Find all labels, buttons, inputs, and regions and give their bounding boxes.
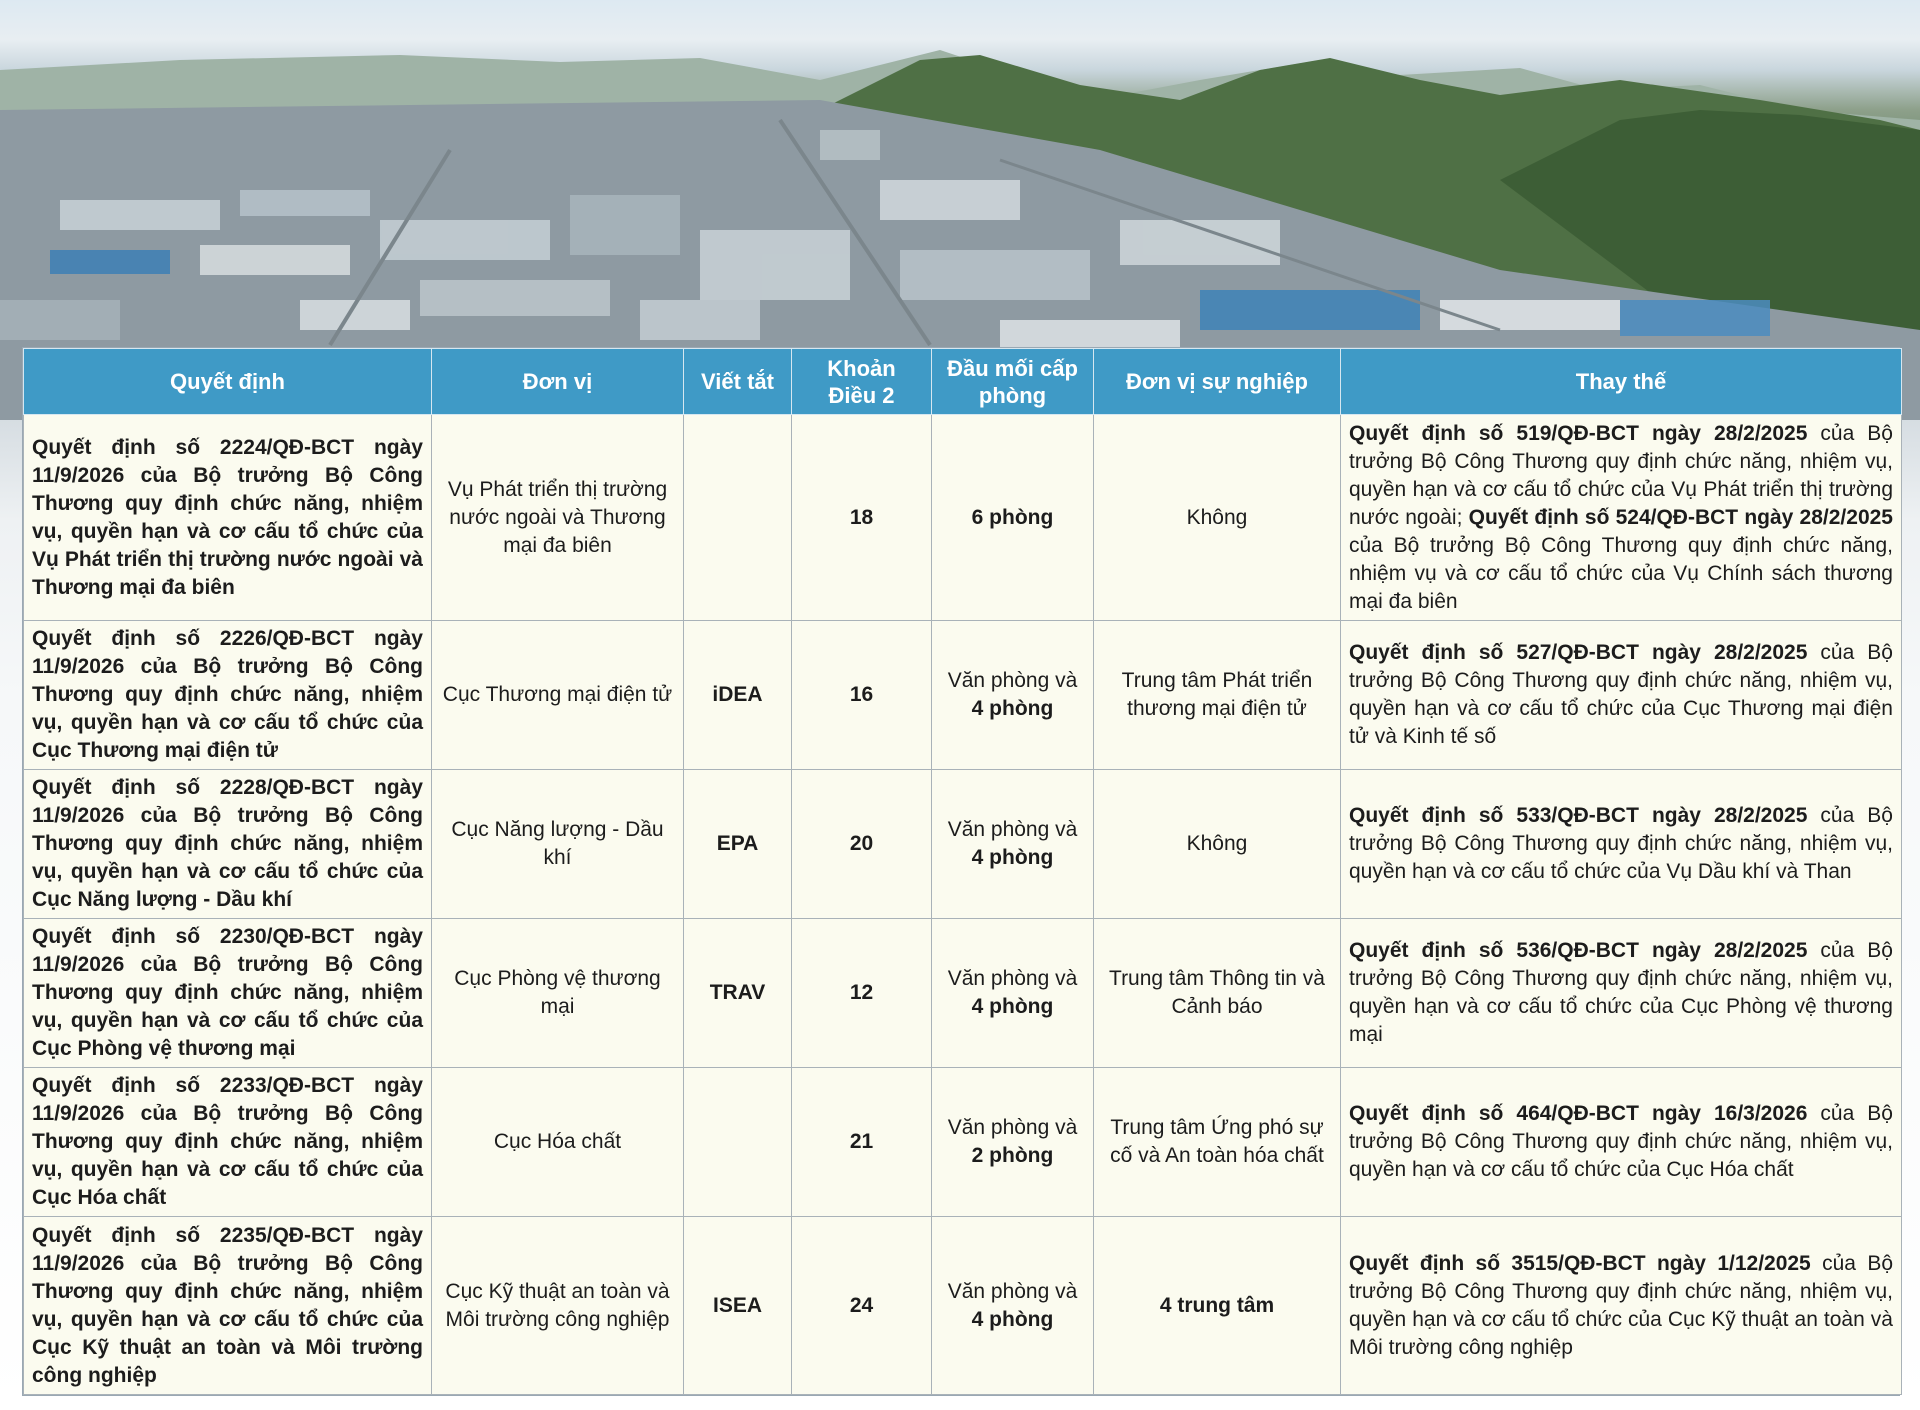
service-unit-cell: Trung tâm Phát triển thương mại điện tử bbox=[1094, 621, 1341, 770]
table-row bbox=[24, 919, 1902, 1068]
header-decision: Quyết định bbox=[24, 349, 432, 415]
unit-cell: Cục Thương mại điện tử bbox=[432, 621, 684, 770]
focal-rooms-count: 4 phòng bbox=[971, 697, 1054, 720]
decisions-table-container bbox=[22, 347, 1900, 1396]
replaced-decision-text: của Bộ trưởng Bộ Công Thương quy định chức năng, nhiệm vụ, quyền hạn và cơ cấu tổ chức của Cục Phòng vệ thương mại bbox=[1349, 939, 1893, 1046]
unit-cell: Cục Năng lượng - Dầu khí bbox=[432, 770, 684, 919]
clause-cell: 24 bbox=[792, 1217, 932, 1395]
table-row bbox=[24, 1068, 1902, 1217]
replaces-cell bbox=[1341, 919, 1902, 1068]
unit-cell: Cục Hóa chất bbox=[432, 1068, 684, 1217]
decision-cell: Quyết định số 2230/QĐ-BCT ngày 11/9/2026 của Bộ trưởng Bộ Công Thương quy định chức năng, nhiệm vụ, quyền hạn và cơ cấu tổ chức của Cục Phòng vệ thương mại bbox=[24, 919, 432, 1068]
clause-cell: 16 bbox=[792, 621, 932, 770]
focal-rooms-cell bbox=[932, 415, 1094, 621]
replaced-decision-text: của Bộ trưởng Bộ Công Thương quy định chức năng, nhiệm vụ, quyền hạn và cơ cấu tổ chức của Cục Hóa chất bbox=[1349, 1102, 1893, 1181]
clause-cell: 21 bbox=[792, 1068, 932, 1217]
decision-cell: Quyết định số 2233/QĐ-BCT ngày 11/9/2026 của Bộ trưởng Bộ Công Thương quy định chức năng, nhiệm vụ, quyền hạn và cơ cấu tổ chức của Cục Hóa chất bbox=[24, 1068, 432, 1217]
clause-cell: 20 bbox=[792, 770, 932, 919]
focal-rooms-count: 4 phòng bbox=[971, 1307, 1054, 1331]
focal-prefix: Văn phòng và bbox=[947, 669, 1078, 692]
header-replaces: Thay thế bbox=[1341, 349, 1902, 415]
abbreviation-cell: TRAV bbox=[684, 919, 792, 1068]
replaces-cell bbox=[1341, 1217, 1902, 1395]
focal-rooms-cell bbox=[932, 770, 1094, 919]
table-row bbox=[24, 415, 1902, 621]
replaced-decision-ref: Quyết định số 464/QĐ-BCT ngày 16/3/2026 bbox=[1349, 1102, 1808, 1125]
replaced-decision-ref: Quyết định số 524/QĐ-BCT ngày 28/2/2025 bbox=[1468, 505, 1893, 529]
clause-cell: 18 bbox=[792, 415, 932, 621]
service-unit-cell: Trung tâm Ứng phó sự cố và An toàn hóa chất bbox=[1094, 1068, 1341, 1217]
header-focal-rooms: Đầu mối cấp phòng bbox=[932, 349, 1094, 415]
abbreviation-cell: ISEA bbox=[684, 1217, 792, 1395]
table-row bbox=[24, 770, 1902, 919]
header-unit: Đơn vị bbox=[432, 349, 684, 415]
focal-rooms-count: 6 phòng bbox=[971, 505, 1054, 529]
abbreviation-cell: iDEA bbox=[684, 621, 792, 770]
replaced-decision-ref: Quyết định số 3515/QĐ-BCT ngày 1/12/2025 bbox=[1349, 1251, 1811, 1275]
focal-prefix: Văn phòng và bbox=[947, 1279, 1078, 1303]
focal-rooms-cell bbox=[932, 919, 1094, 1068]
table-row bbox=[24, 1217, 1902, 1395]
decisions-table bbox=[23, 348, 1902, 1395]
abbreviation-cell bbox=[684, 1068, 792, 1217]
service-unit-cell: Không bbox=[1094, 770, 1341, 919]
focal-rooms-cell bbox=[932, 621, 1094, 770]
unit-cell: Cục Phòng vệ thương mại bbox=[432, 919, 684, 1068]
header-clause: Khoản Điều 2 bbox=[792, 349, 932, 415]
header-service-unit: Đơn vị sự nghiệp bbox=[1094, 349, 1341, 415]
unit-cell: Vụ Phát triển thị trường nước ngoài và Thương mại đa biên bbox=[432, 415, 684, 621]
replaced-decision-ref: Quyết định số 533/QĐ-BCT ngày 28/2/2025 bbox=[1349, 804, 1808, 827]
focal-prefix: Văn phòng và bbox=[947, 818, 1078, 841]
table-row bbox=[24, 621, 1902, 770]
service-unit-cell: Không bbox=[1094, 415, 1341, 621]
replaced-decision-text: của Bộ trưởng Bộ Công Thương quy định chức năng, nhiệm vụ và cơ cấu tổ chức của Vụ Chính sách thương mại đa biên bbox=[1349, 533, 1893, 613]
replaced-decision-text: của Bộ trưởng Bộ Công Thương quy định chức năng, nhiệm vụ, quyền hạn và cơ cấu tổ chức của Vụ Phát triển thị trường nước ngoài; bbox=[1349, 421, 1893, 529]
replaces-cell bbox=[1341, 1068, 1902, 1217]
replaced-decision-text: của Bộ trưởng Bộ Công Thương quy định chức năng, nhiệm vụ, quyền hạn và cơ cấu tổ chức của Cục Kỹ thuật an toàn và Môi trường công nghiệp bbox=[1349, 1251, 1893, 1359]
service-unit-cell: Trung tâm Thông tin và Cảnh báo bbox=[1094, 919, 1341, 1068]
table-header-row bbox=[24, 349, 1902, 415]
clause-cell: 12 bbox=[792, 919, 932, 1068]
replaced-decision-text: của Bộ trưởng Bộ Công Thương quy định chức năng, nhiệm vụ, quyền hạn và cơ cấu tổ chức của Vụ Dầu khí và Than bbox=[1349, 804, 1893, 883]
decision-cell: Quyết định số 2235/QĐ-BCT ngày 11/9/2026 của Bộ trưởng Bộ Công Thương quy định chức năng, nhiệm vụ, quyền hạn và cơ cấu tổ chức của Cục Kỹ thuật an toàn và Môi trường công nghiệp bbox=[24, 1217, 432, 1395]
replaced-decision-ref: Quyết định số 519/QĐ-BCT ngày 28/2/2025 bbox=[1349, 421, 1808, 445]
focal-rooms-cell bbox=[932, 1068, 1094, 1217]
focal-rooms-count: 4 phòng bbox=[971, 846, 1054, 869]
replaces-cell bbox=[1341, 621, 1902, 770]
abbreviation-cell: EPA bbox=[684, 770, 792, 919]
focal-rooms-count: 4 phòng bbox=[971, 995, 1054, 1018]
replaces-cell bbox=[1341, 415, 1902, 621]
decision-cell: Quyết định số 2226/QĐ-BCT ngày 11/9/2026 của Bộ trưởng Bộ Công Thương quy định chức năng, nhiệm vụ, quyền hạn và cơ cấu tổ chức của Cục Thương mại điện tử bbox=[24, 621, 432, 770]
replaced-decision-ref: Quyết định số 536/QĐ-BCT ngày 28/2/2025 bbox=[1349, 939, 1808, 962]
replaced-decision-ref: Quyết định số 527/QĐ-BCT ngày 28/2/2025 bbox=[1349, 641, 1808, 664]
abbreviation-cell bbox=[684, 415, 792, 621]
focal-rooms-count: 2 phòng bbox=[971, 1144, 1054, 1167]
replaced-decision-text: của Bộ trưởng Bộ Công Thương quy định chức năng, nhiệm vụ, quyền hạn và cơ cấu tổ chức của Cục Thương mại điện tử và Kinh tế số bbox=[1349, 641, 1893, 748]
service-unit-cell: 4 trung tâm bbox=[1094, 1217, 1341, 1395]
decision-cell: Quyết định số 2228/QĐ-BCT ngày 11/9/2026 của Bộ trưởng Bộ Công Thương quy định chức năng, nhiệm vụ, quyền hạn và cơ cấu tổ chức của Cục Năng lượng - Dầu khí bbox=[24, 770, 432, 919]
replaces-cell bbox=[1341, 770, 1902, 919]
decision-cell: Quyết định số 2224/QĐ-BCT ngày 11/9/2026 của Bộ trưởng Bộ Công Thương quy định chức năng, nhiệm vụ, quyền hạn và cơ cấu tổ chức của Vụ Phát triển thị trường nước ngoài và Thương mại đa biên bbox=[24, 415, 432, 621]
focal-prefix: Văn phòng và bbox=[947, 967, 1078, 990]
header-abbreviation: Viết tắt bbox=[684, 349, 792, 415]
unit-cell: Cục Kỹ thuật an toàn và Môi trường công nghiệp bbox=[432, 1217, 684, 1395]
focal-prefix: Văn phòng và bbox=[947, 1116, 1078, 1139]
focal-rooms-cell bbox=[932, 1217, 1094, 1395]
